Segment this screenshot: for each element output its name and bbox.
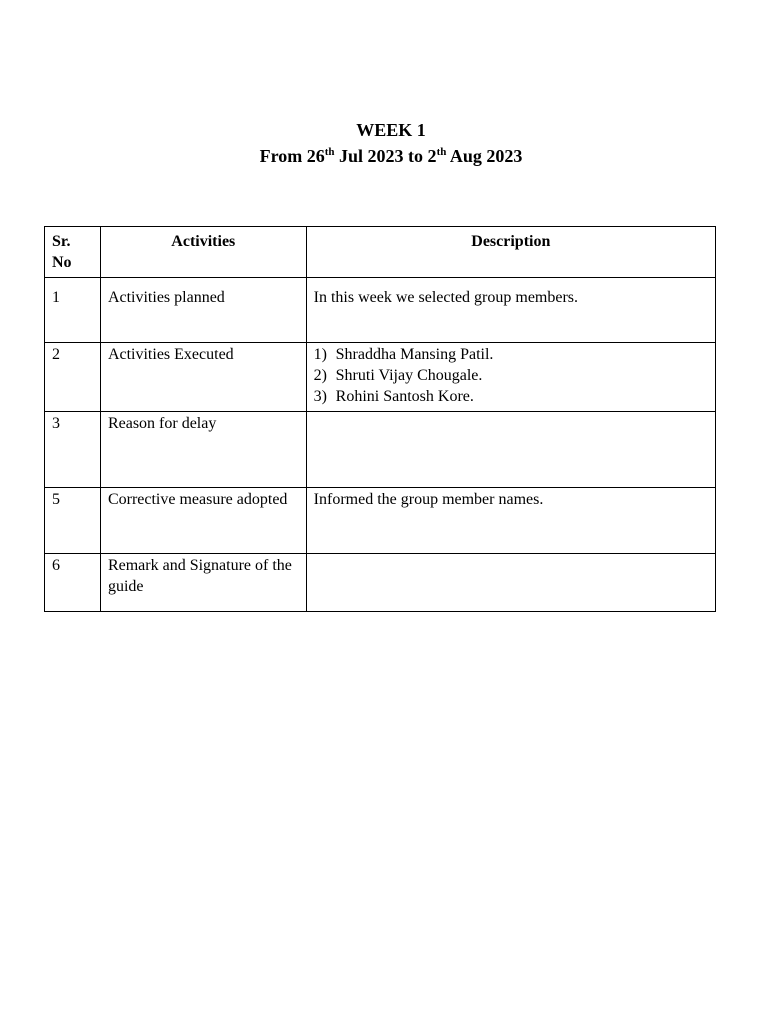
list-item: [314, 365, 708, 386]
row-description: Informed the group member names.: [306, 488, 715, 554]
row-activity: Activities Executed: [100, 343, 306, 412]
row-description: In this week we selected group members.: [306, 278, 715, 343]
row-srno: 2: [45, 343, 101, 412]
header-description: Description: [306, 227, 715, 278]
row-srno: 6: [45, 554, 101, 612]
row-description: [306, 554, 715, 612]
table-header-row: [45, 227, 716, 278]
row-srno: 1: [45, 278, 101, 343]
row-description: [306, 343, 715, 412]
row-activity: Reason for delay: [100, 412, 306, 488]
list-item-number: 1): [313, 346, 327, 363]
row-srno: 5: [45, 488, 101, 554]
list-item-number: 3): [313, 388, 327, 405]
row-srno: 3: [45, 412, 101, 488]
date-range-ordinal-2: th: [436, 146, 447, 158]
list-item-name: Shraddha Mansing Patil.: [335, 346, 494, 363]
table-row: [45, 343, 716, 412]
list-item-number: 2): [313, 367, 327, 384]
list-item-name: Rohini Santosh Kore.: [335, 388, 474, 405]
list-item: [314, 386, 708, 407]
date-range-ordinal-1: th: [324, 146, 335, 158]
row-activity: Remark and Signature of the guide: [100, 554, 306, 612]
header-srno: Sr. No: [45, 227, 101, 278]
weekly-activity-table: [44, 226, 716, 612]
table-row: [45, 278, 716, 343]
week-title: WEEK 1: [356, 120, 426, 140]
date-range-middle: Jul 2023 to 2: [334, 146, 437, 166]
row-activity: Activities planned: [100, 278, 306, 343]
group-member-list: [314, 344, 708, 407]
row-activity: Corrective measure adopted: [100, 488, 306, 554]
date-range-suffix: Aug 2023: [446, 146, 523, 166]
date-range-title: [0, 146, 768, 167]
table-row: [45, 412, 716, 488]
header-activities: Activities: [100, 227, 306, 278]
list-item: [314, 344, 708, 365]
table-row: [45, 488, 716, 554]
table-row: [45, 554, 716, 612]
date-range-prefix: From 26: [259, 146, 325, 166]
list-item-name: Shruti Vijay Chougale.: [335, 367, 483, 384]
row-description: [306, 412, 715, 488]
